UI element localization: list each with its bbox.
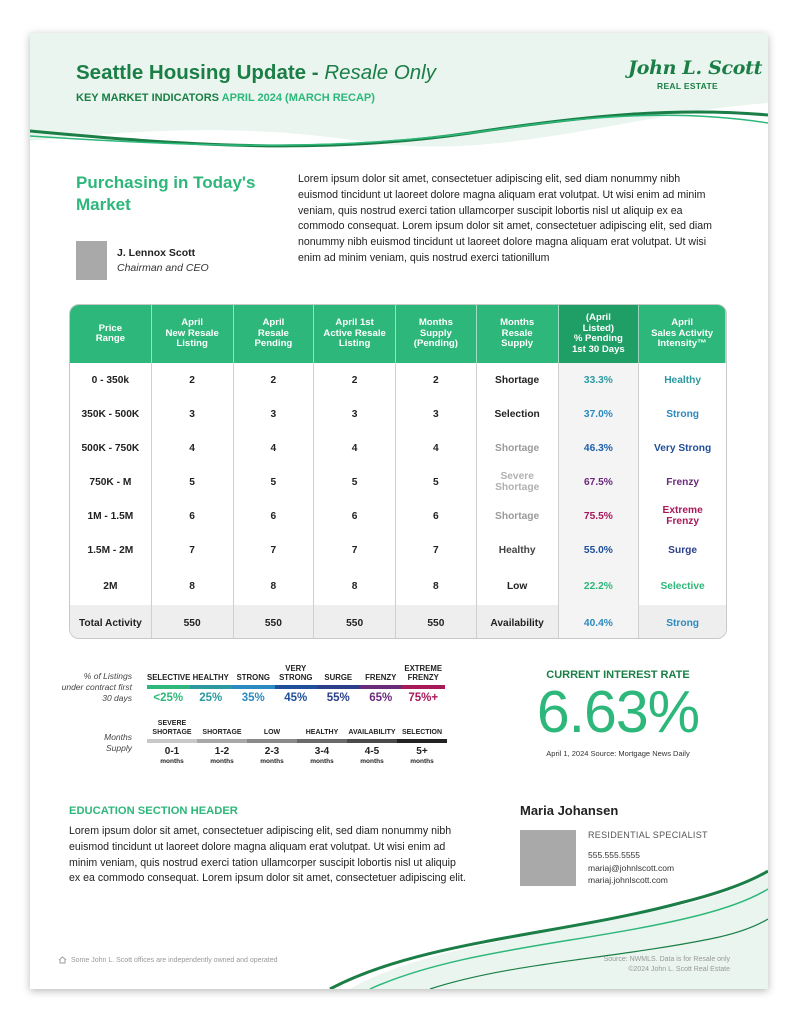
supply-legend-value: 4-5 [364, 746, 380, 757]
footer-source [550, 955, 730, 974]
table-cell: 4 [152, 431, 234, 465]
market-indicators-table [69, 304, 727, 639]
table-cell: 3 [396, 397, 477, 431]
table-cell: 3 [152, 397, 234, 431]
intensity-legend-bar [275, 685, 318, 689]
table-row [70, 397, 726, 431]
column-header [234, 305, 315, 363]
agent-phone: 555.555.5555 [588, 850, 640, 860]
table-row [70, 431, 726, 465]
intensity-legend-label: EXTREME FRENZY [404, 664, 443, 682]
table-cell: 6 [152, 499, 234, 533]
table-cell: 7 [152, 533, 234, 567]
table-total-row [70, 605, 726, 639]
table-cell: 1.5M - 2M [70, 533, 152, 567]
table-cell: 3 [314, 397, 396, 431]
intensity-legend-bar [402, 685, 445, 689]
education-heading: EDUCATION SECTION HEADER [69, 805, 238, 817]
table-cell: Strong [666, 618, 700, 629]
table-cell: 7 [396, 533, 477, 567]
column-header-text: Price Range [95, 322, 126, 344]
footer-copyright: ©2024 John L. Scott Real Estate [628, 965, 730, 973]
table-row [70, 499, 726, 533]
table-cell: Selective [660, 580, 705, 592]
table-cell: Surge [668, 544, 698, 556]
intensity-legend-label: VERY STRONG [279, 664, 313, 682]
agent-name: Maria Johansen [520, 803, 619, 818]
intensity-legend-label: STRONG [236, 673, 270, 682]
table-cell: 7 [234, 533, 315, 567]
table-row [70, 363, 726, 397]
intensity-legend-bar [232, 685, 275, 689]
supply-legend-bar [297, 739, 347, 743]
supply-legend-bar [247, 739, 297, 743]
table-cell: 750K - M [70, 465, 152, 499]
ceo-title: Chairman and CEO [117, 262, 209, 274]
column-header [477, 305, 559, 363]
table-cell: 46.3% [559, 431, 640, 465]
supply-legend-label: AVAILABILITY [348, 729, 396, 736]
intensity-legend-label: SURGE [324, 673, 353, 682]
table-cell: Extreme Frenzy [662, 505, 703, 527]
column-header-text: April New Resale Listing [165, 317, 219, 350]
supply-legend-label: SHORTAGE [202, 729, 242, 736]
table-cell: 550 [234, 605, 315, 639]
supply-legend-value: 2-3 [264, 746, 280, 757]
table-cell: 500K - 750K [70, 431, 152, 465]
months-supply-legend-label: Months Supply [104, 732, 132, 753]
table-cell: 4 [396, 431, 477, 465]
table-cell: 67.5% [559, 465, 640, 499]
table-cell: Very Strong [654, 442, 712, 454]
intensity-legend-bar [190, 685, 233, 689]
supply-legend-bar [197, 739, 247, 743]
footer-disclaimer-text: Some John L. Scott offices are independently owned and operated [71, 956, 278, 964]
ceo-photo-placeholder [76, 241, 107, 280]
table-header-row [70, 305, 726, 363]
table-cell: 1M - 1.5M [70, 499, 152, 533]
table-cell: 350K - 500K [70, 397, 152, 431]
intensity-legend-percent: 55% [326, 692, 350, 704]
table-cell: Healthy [664, 374, 702, 386]
supply-legend-label: SELECTION [401, 729, 443, 736]
column-header-text: April Sales Activity Intensity™ [651, 317, 714, 350]
intro-heading: Purchasing in Today's Market [76, 173, 256, 214]
column-header [152, 305, 234, 363]
table-cell: Low [477, 567, 559, 605]
table-cell: Shortage [477, 431, 559, 465]
table-cell: Shortage [477, 363, 559, 397]
footer-disclaimer [58, 956, 278, 964]
house-icon [58, 956, 67, 964]
intensity-legend-percent: 45% [284, 692, 308, 704]
table-cell: 550 [396, 605, 477, 639]
table-cell: 6 [314, 499, 396, 533]
table-cell: 4 [314, 431, 396, 465]
supply-legend-unit: months [360, 758, 384, 765]
supply-legend-unit: months [210, 758, 234, 765]
supply-legend-unit: months [310, 758, 334, 765]
column-header [70, 305, 152, 363]
agent-title: RESIDENTIAL SPECIALIST [588, 830, 708, 840]
supply-legend-value: 5+ [416, 746, 428, 757]
table-cell: 2M [70, 567, 152, 605]
table-cell: 33.3% [559, 363, 640, 397]
table-cell: Availability [477, 605, 559, 639]
company-logo: John L. Scott [628, 57, 763, 79]
supply-legend-value: 1-2 [214, 746, 230, 757]
intensity-legend-percent: <25% [153, 692, 184, 704]
table-cell: Severe Shortage [477, 465, 559, 499]
agent-email: mariaj@johnlscott.com [588, 863, 675, 873]
column-header [639, 305, 726, 363]
table-cell: Shortage [477, 499, 559, 533]
table-cell: 2 [314, 363, 396, 397]
column-header [396, 305, 477, 363]
table-cell: Strong [666, 408, 700, 420]
interest-rate-source: April 1, 2024 Source: Mortgage News Daily [546, 749, 690, 758]
supply-legend-unit: months [260, 758, 284, 765]
column-header-text: Months Supply (Pending) [413, 317, 458, 350]
table-cell: Selection [477, 397, 559, 431]
table-cell: 55.0% [559, 533, 640, 567]
table-cell: 8 [234, 567, 315, 605]
table-row [70, 465, 726, 499]
table-cell: Healthy [477, 533, 559, 567]
table-cell: 0 - 350k [70, 363, 152, 397]
table-cell: 22.2% [559, 567, 640, 605]
supply-legend-bar [147, 739, 197, 743]
column-header-text: April Resale Pending [254, 317, 293, 350]
education-body-text: Lorem ipsum dolor sit amet, consectetuer adipiscing elit, sed diam nonummy nibh euismod tincidunt ut laoreet dolore magna aliquam erat volutpat. Ut wisi enim ad minim veniam, quis nostrud exerci tation ullamcorper suscipit lobortis nisl ut aliquip ex ea commodo consequat. Lorem ipsum dolor sit amet, consectetuer adipiscing elit. [69, 825, 466, 885]
table-cell: 550 [314, 605, 396, 639]
table-cell: 2 [152, 363, 234, 397]
intensity-legend-percent: 25% [199, 692, 223, 704]
flyer-page [30, 33, 768, 989]
table-cell: 6 [396, 499, 477, 533]
table-cell: 4 [234, 431, 315, 465]
table-cell: 8 [396, 567, 477, 605]
table-row [70, 533, 726, 567]
intensity-legend-bar [317, 685, 360, 689]
page-subtitle: KEY MARKET INDICATORS APRIL 2024 (MARCH RECAP) [76, 92, 375, 104]
table-cell: Frenzy [666, 476, 700, 488]
intro-body-text: Lorem ipsum dolor sit amet, consectetuer adipiscing elit, sed diam nonummy nibh euismod tincidunt ut laoreet dolore magna aliquam erat volutpat. Ut wisi enim ad minim veniam, quis nostrud exerci tation ullamcorper suscipit lobortis nisl ut aliquip ex ea commodo consequat. Lorem ipsum dolor sit amet, consectetuer adipiscing elit, sed diam nonummy nibh euismod tincidunt ut laoreet dolore magna aliquam erat volutpat. Ut wisi enim ad minim veniam, quis nostrud exerci tationillum [298, 173, 712, 264]
listings-legend-label: % of Listings under contract first 30 days [61, 671, 132, 703]
interest-rate-heading: CURRENT INTEREST RATE [546, 669, 690, 681]
supply-legend-label: SEVERE SHORTAGE [152, 720, 192, 736]
supply-legend-label: HEALTHY [305, 729, 339, 736]
table-cell: 6 [234, 499, 315, 533]
page-title: Seattle Housing Update - Resale Only [76, 61, 436, 84]
table-cell: 75.5% [559, 499, 640, 533]
intensity-legend-label: SELECTIVE [147, 673, 191, 682]
ceo-name: J. Lennox Scott [117, 247, 196, 259]
supply-legend-label: LOW [263, 729, 281, 736]
table-cell: 8 [152, 567, 234, 605]
supply-legend-bar [347, 739, 397, 743]
table-row [70, 567, 726, 605]
company-logo-subtitle: REAL ESTATE [657, 81, 718, 91]
supply-legend-unit: months [160, 758, 184, 765]
column-header-text: April 1st Active Resale Listing [323, 317, 386, 350]
intensity-legend-bar [360, 685, 403, 689]
column-header [559, 305, 640, 363]
table-cell: 2 [234, 363, 315, 397]
table-cell: 550 [152, 605, 234, 639]
intensity-legend-percent: 65% [369, 692, 393, 704]
intensity-legend-percent: 35% [241, 692, 265, 704]
table-cell: 7 [314, 533, 396, 567]
footer-source-text: Source: NWMLS. Data is for Resale only [603, 956, 730, 963]
supply-legend-value: 3-4 [314, 746, 330, 757]
table-cell: 5 [152, 465, 234, 499]
intensity-legend-label: HEALTHY [192, 673, 229, 682]
table-cell: 8 [314, 567, 396, 605]
table-cell: 3 [234, 397, 315, 431]
intensity-legend-label: FRENZY [365, 673, 397, 682]
table-cell: 5 [234, 465, 315, 499]
column-header-text: Months Resale Supply [500, 317, 535, 350]
interest-rate-value: 6.63% [536, 679, 700, 745]
table-cell: 37.0% [559, 397, 640, 431]
supply-legend-value: 0-1 [164, 746, 180, 757]
table-cell: 40.4% [559, 605, 640, 639]
table-cell: 5 [396, 465, 477, 499]
intensity-legend-percent: 75%+ [408, 692, 439, 704]
column-header [314, 305, 396, 363]
table-cell: 5 [314, 465, 396, 499]
agent-website: mariaj.johnlscott.com [588, 875, 668, 885]
supply-legend-bar [397, 739, 447, 743]
column-header-text: (April Listed) % Pending 1st 30 Days [571, 312, 625, 355]
table-cell: Total Activity [70, 605, 152, 639]
table-cell: 2 [396, 363, 477, 397]
intensity-legend-bar [147, 685, 190, 689]
supply-legend-unit: months [410, 758, 434, 765]
